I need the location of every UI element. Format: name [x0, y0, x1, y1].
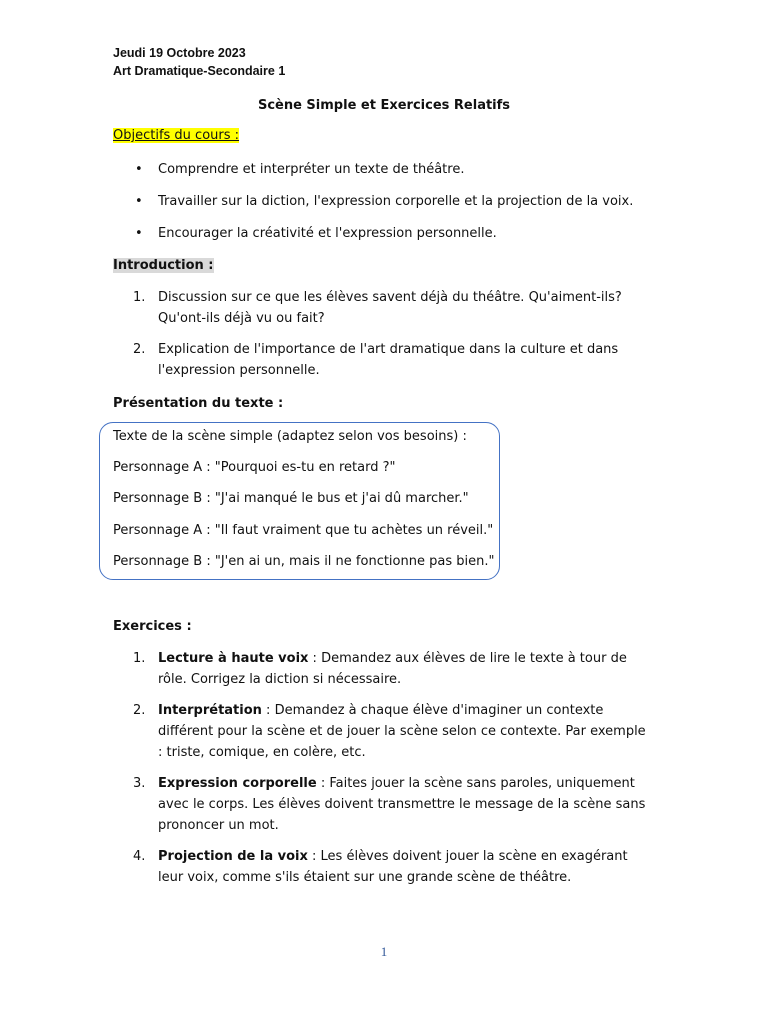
list-item — [113, 224, 673, 244]
item-number: 2. — [133, 703, 146, 718]
item-number: 1. — [133, 290, 146, 305]
bullet-icon: • — [135, 226, 143, 241]
item-number: 1. — [133, 651, 146, 666]
exercise-term: Lecture à haute voix — [158, 651, 309, 666]
page-number: 1 — [380, 944, 388, 959]
objective-text: Travailler sur la diction, l'expression corporelle et la projection de la voix. — [158, 194, 634, 209]
scene-line: Personnage A : "Il faut vraiment que tu achètes un réveil." — [113, 523, 494, 538]
objectives-label-text: Objectifs du cours : — [113, 128, 240, 143]
exercise-text: : Demandez à chaque élève d'imaginer un contexte différent pour la scène et de jouer la scène selon ce contexte. Par exemple : triste, comique, en colère, etc. — [158, 703, 646, 760]
objectives-label — [113, 128, 239, 143]
introduction-label-text: Introduction : — [113, 258, 214, 273]
exercise-term: Projection de la voix — [158, 849, 308, 864]
list-item — [113, 160, 673, 180]
objective-text: Encourager la créativité et l'expression personnelle. — [158, 226, 497, 241]
list-item — [113, 339, 653, 381]
list-item — [113, 192, 673, 212]
presentation-label: Présentation du texte : — [113, 396, 284, 411]
scene-line: Personnage B : "J'ai manqué le bus et j'ai dû marcher." — [113, 491, 469, 506]
item-number: 4. — [133, 849, 146, 864]
list-item — [113, 700, 653, 763]
document-title: Scène Simple et Exercices Relatifs — [257, 98, 511, 113]
item-text: Discussion sur ce que les élèves savent déjà du théâtre. Qu'aiment-ils? Qu'ont-ils déjà vu ou fait? — [158, 290, 622, 326]
header-course: Art Dramatique-Secondaire 1 — [113, 64, 286, 78]
item-number: 3. — [133, 776, 146, 791]
exercise-text: : Les élèves doivent jouer la scène en exagérant leur voix, comme s'ils étaient sur une grande scène de théâtre. — [158, 849, 628, 885]
exercise-term: Interprétation — [158, 703, 262, 718]
introduction-list — [113, 287, 653, 391]
objectives-list — [113, 160, 673, 256]
bullet-icon: • — [135, 194, 143, 209]
item-text: Explication de l'importance de l'art dramatique dans la culture et dans l'expression personnelle. — [158, 342, 619, 378]
scene-line: Personnage A : "Pourquoi es-tu en retard ?" — [113, 460, 396, 475]
scene-text-box — [99, 422, 500, 580]
item-number: 2. — [133, 342, 146, 357]
scene-line: Personnage B : "J'en ai un, mais il ne fonctionne pas bien." — [113, 554, 495, 569]
list-item — [113, 846, 653, 888]
list-item — [113, 287, 653, 329]
header-date: Jeudi 19 Octobre 2023 — [113, 46, 246, 60]
scene-line: Texte de la scène simple (adaptez selon vos besoins) : — [113, 429, 467, 444]
exercise-term: Expression corporelle — [158, 776, 317, 791]
document-header — [113, 44, 285, 80]
exercise-text: : Demandez aux élèves de lire le texte à tour de rôle. Corrigez la diction si nécessaire. — [158, 651, 627, 687]
exercise-text: : Faites jouer la scène sans paroles, uniquement avec le corps. Les élèves doivent transmettre le message de la scène sans prononcer un mot. — [158, 776, 646, 833]
objective-text: Comprendre et interpréter un texte de théâtre. — [158, 162, 465, 177]
exercises-label: Exercices : — [113, 619, 192, 634]
bullet-icon: • — [135, 162, 143, 177]
introduction-label — [113, 258, 214, 273]
list-item — [113, 648, 653, 690]
exercises-list — [113, 648, 653, 898]
list-item — [113, 773, 653, 836]
